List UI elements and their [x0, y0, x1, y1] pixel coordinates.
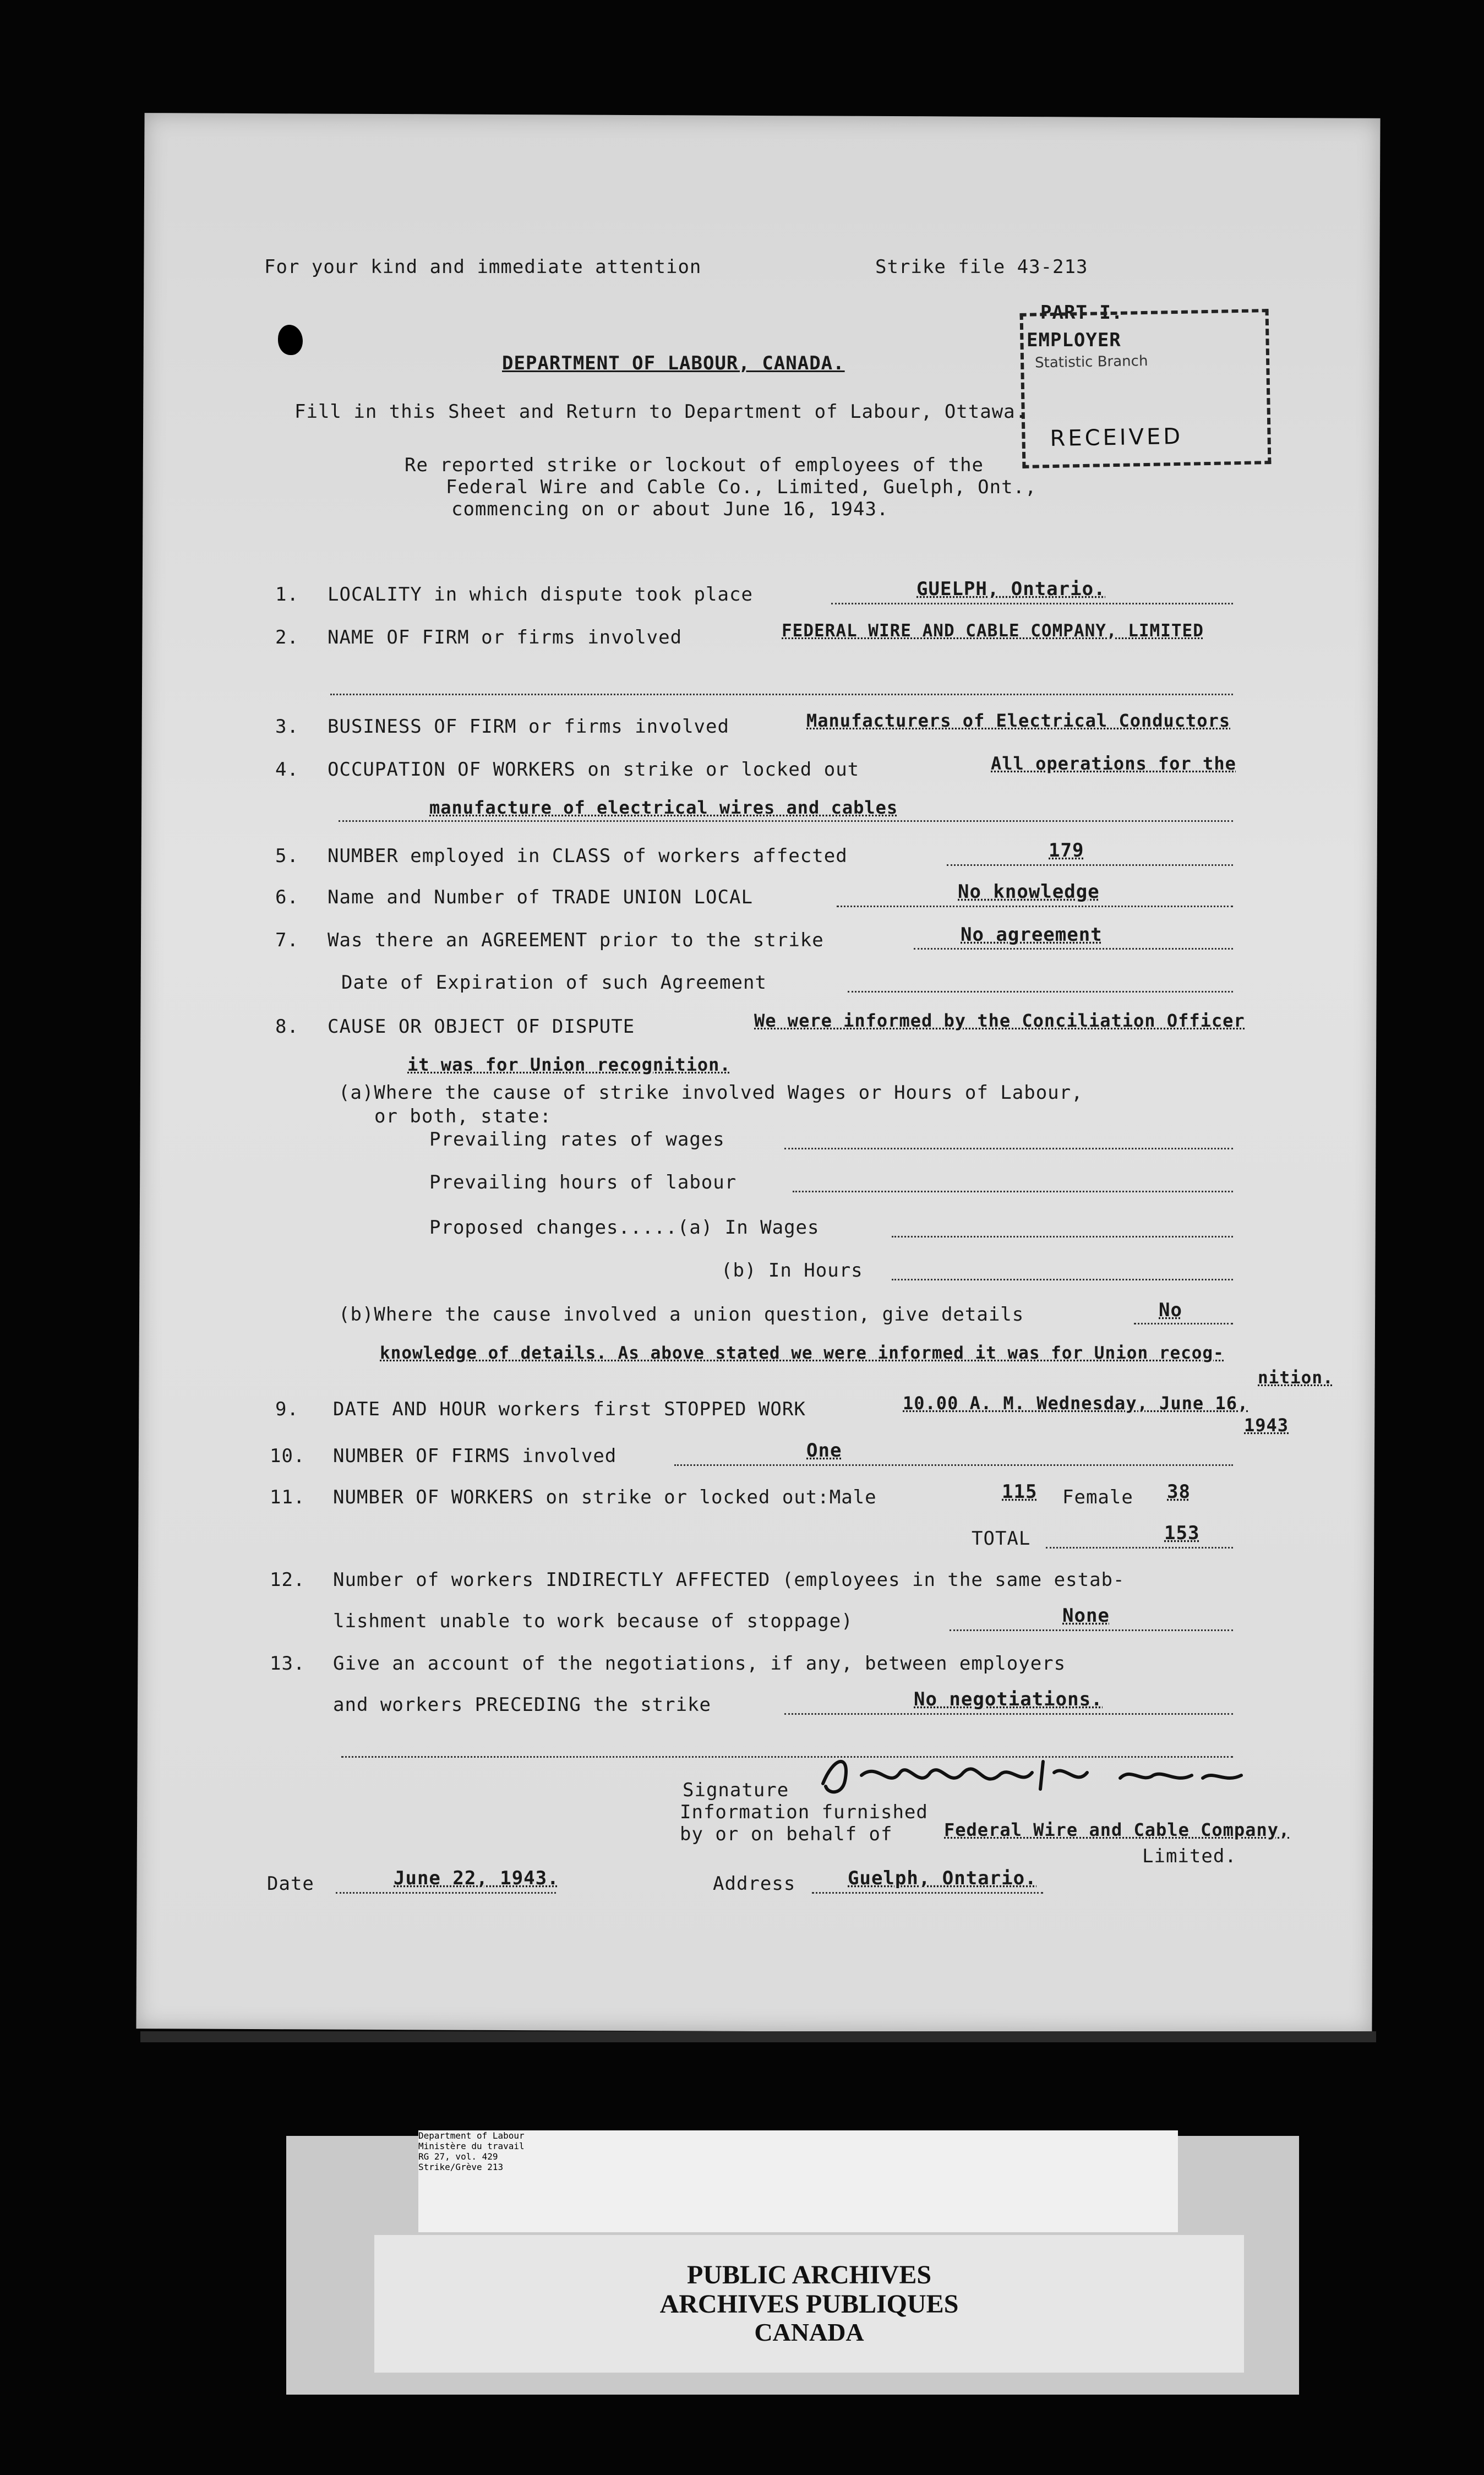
return-instruction: Fill in this Sheet and Return to Department of Labour, Ottawa. [294, 401, 1028, 423]
item-3-answer: Manufacturers of Electrical Conductors [806, 710, 1231, 731]
item-9-number: 9. [275, 1398, 299, 1420]
item-13-question: Give an account of the negotiations, if any, between employers [333, 1653, 1066, 1675]
item-7-expiration-dotted-line [848, 991, 1233, 993]
item-8a-proposed-wages-dotted-line [892, 1236, 1233, 1238]
item-11-female-label: Female [1062, 1486, 1133, 1508]
sheet-shadow [140, 2031, 1376, 2042]
item-3-question: BUSINESS OF FIRM or firms involved [328, 716, 729, 738]
information-furnished-label: Information furnished [680, 1801, 928, 1823]
attention-note: For your kind and immediate attention [264, 256, 702, 278]
public-archives-en: PUBLIC ARCHIVES [686, 2260, 932, 2289]
item-4-dotted-line [339, 820, 1233, 822]
item-8-answer-cont: it was for Union recognition. [407, 1054, 731, 1075]
signature-label: Signature [683, 1779, 789, 1801]
re-line-3: commencing on or about June 16, 1943. [451, 498, 889, 520]
item-5-answer: 179 [1049, 839, 1084, 862]
item-10-question: NUMBER OF FIRMS involved [333, 1445, 617, 1467]
item-9-answer-year: 1943 [1244, 1415, 1289, 1436]
item-1-dotted-line [831, 603, 1233, 604]
item-13-question-cont: and workers PRECEDING the strike [333, 1694, 712, 1716]
employer-label: EMPLOYER [1027, 329, 1121, 351]
department-title: DEPARTMENT OF LABOUR, CANADA. [502, 352, 845, 374]
item-3-number: 3. [275, 716, 299, 738]
archive-label-title-strip [374, 2235, 1244, 2373]
item-5-question: NUMBER employed in CLASS of workers affected [328, 845, 848, 867]
item-1-number: 1. [275, 584, 299, 606]
on-behalf-label: by or on behalf of [680, 1823, 893, 1845]
handwritten-signature [812, 1751, 1263, 1800]
stamp-received-text: RECEIVED [1050, 423, 1183, 452]
item-8a-hours-dotted-line [793, 1191, 1233, 1192]
item-6-answer: No knowledge [958, 881, 1100, 903]
item-8b-dotted-line [1134, 1323, 1233, 1324]
item-12-question: Number of workers INDIRECTLY AFFECTED (employees in the same estab- [333, 1569, 1125, 1591]
item-4-answer-cont: manufacture of electrical wires and cables [429, 797, 898, 818]
archive-volume-ref: RG 27, vol. 429 [418, 2151, 498, 2162]
item-11-number: 11. [270, 1486, 305, 1508]
date-label: Date [267, 1873, 314, 1895]
item-4-answer: All operations for the [991, 753, 1236, 774]
item-8a-question-line1: (a)Where the cause of strike involved Wages or Hours of Labour, [339, 1082, 1083, 1104]
item-7-dotted-line [914, 948, 1233, 950]
item-13-answer: No negotiations. [914, 1688, 1103, 1710]
item-7-answer: No agreement [961, 924, 1103, 946]
item-13-dotted-line [784, 1713, 1233, 1715]
received-stamp [1020, 309, 1272, 468]
item-6-question: Name and Number of TRADE UNION LOCAL [328, 886, 753, 908]
date-dotted-line [336, 1892, 556, 1894]
item-8-number: 8. [275, 1016, 299, 1038]
item-2-dotted-line [330, 694, 1233, 695]
item-8b-answer-cont: knowledge of details. As above stated we were informed it was for Union recog- [380, 1343, 1224, 1363]
item-10-dotted-line [674, 1464, 1233, 1466]
item-1-question: LOCALITY in which dispute took place [328, 584, 753, 606]
item-8b-question: (b)Where the cause involved a union question, give details [339, 1304, 1024, 1326]
item-8a-hours: Prevailing hours of labour [429, 1171, 737, 1193]
item-9-answer: 10.00 A. M. Wednesday, June 16, [903, 1393, 1249, 1414]
item-8b-answer-end: nition. [1258, 1368, 1334, 1388]
item-8a-question-line2: or both, state: [374, 1105, 552, 1127]
item-11-female-count: 38 [1167, 1481, 1191, 1503]
date-value: June 22, 1943. [394, 1867, 559, 1889]
item-8-question: CAUSE OR OBJECT OF DISPUTE [328, 1016, 635, 1038]
public-archives-fr: ARCHIVES PUBLIQUES [659, 2289, 959, 2319]
item-8b-answer: No [1159, 1299, 1182, 1321]
item-2-answer: FEDERAL WIRE AND CABLE COMPANY, LIMITED [782, 621, 1204, 641]
item-7-number: 7. [275, 929, 299, 951]
archive-strike-ref: Strike/Grève 213 [418, 2162, 504, 2172]
firm-name-limited: Limited. [1142, 1845, 1237, 1867]
address-dotted-line [812, 1892, 1043, 1894]
part-label: PART I. [1040, 302, 1123, 324]
strike-file-number: Strike file 43-213 [875, 256, 1088, 278]
item-7-expiration-question: Date of Expiration of such Agreement [341, 972, 767, 994]
item-8-answer: We were informed by the Conciliation Officer [754, 1010, 1245, 1031]
archive-label-reference-strip [418, 2130, 1178, 2232]
item-8a-wages-rate: Prevailing rates of wages [429, 1129, 725, 1151]
item-1-answer: GUELPH, Ontario. [916, 578, 1106, 600]
address-label: Address [713, 1873, 796, 1895]
item-8a-proposed-hours: (b) In Hours [721, 1260, 863, 1282]
item-12-question-cont: lishment unable to work because of stoppage) [333, 1610, 853, 1632]
item-7-question: Was there an AGREEMENT prior to the strike [328, 929, 824, 951]
department-en: Department of Labour [418, 2130, 525, 2141]
item-11-total-count: 153 [1164, 1522, 1200, 1544]
re-line-1: Re reported strike or lockout of employees of the [405, 454, 984, 476]
item-8a-proposed-hours-dotted-line [892, 1279, 1233, 1280]
re-line-2: Federal Wire and Cable Co., Limited, Guelph, Ont., [446, 476, 1037, 498]
item-4-question: OCCUPATION OF WORKERS on strike or locked out [328, 759, 860, 781]
item-9-question: DATE AND HOUR workers first STOPPED WORK [333, 1398, 806, 1420]
item-13-number: 13. [270, 1653, 305, 1675]
item-11-total-dotted-line [1046, 1547, 1233, 1549]
item-12-answer: None [1062, 1605, 1110, 1627]
item-10-number: 10. [270, 1445, 305, 1467]
stamp-branch-text: Statistic Branch [1034, 352, 1148, 372]
department-fr: Ministère du travail [418, 2141, 525, 2151]
item-6-number: 6. [275, 886, 299, 908]
item-2-number: 2. [275, 626, 299, 648]
item-11-total-label: TOTAL [972, 1528, 1031, 1550]
item-5-number: 5. [275, 845, 299, 867]
item-5-dotted-line [947, 864, 1233, 866]
item-2-question: NAME OF FIRM or firms involved [328, 626, 683, 648]
public-archives-canada: CANADA [754, 2318, 864, 2346]
address-value: Guelph, Ontario. [848, 1867, 1037, 1889]
item-12-number: 12. [270, 1569, 305, 1591]
item-11-male-count: 115 [1002, 1481, 1038, 1503]
firm-name: Federal Wire and Cable Company, [944, 1819, 1290, 1840]
item-8a-wages-rate-dotted-line [784, 1148, 1233, 1149]
item-8a-proposed-wages: Proposed changes.....(a) In Wages [429, 1217, 820, 1239]
item-4-number: 4. [275, 759, 299, 781]
item-12-dotted-line [950, 1629, 1233, 1631]
item-6-dotted-line [837, 906, 1233, 907]
item-11-question: NUMBER OF WORKERS on strike or locked out:Male [333, 1486, 877, 1508]
item-10-answer: One [806, 1440, 842, 1462]
